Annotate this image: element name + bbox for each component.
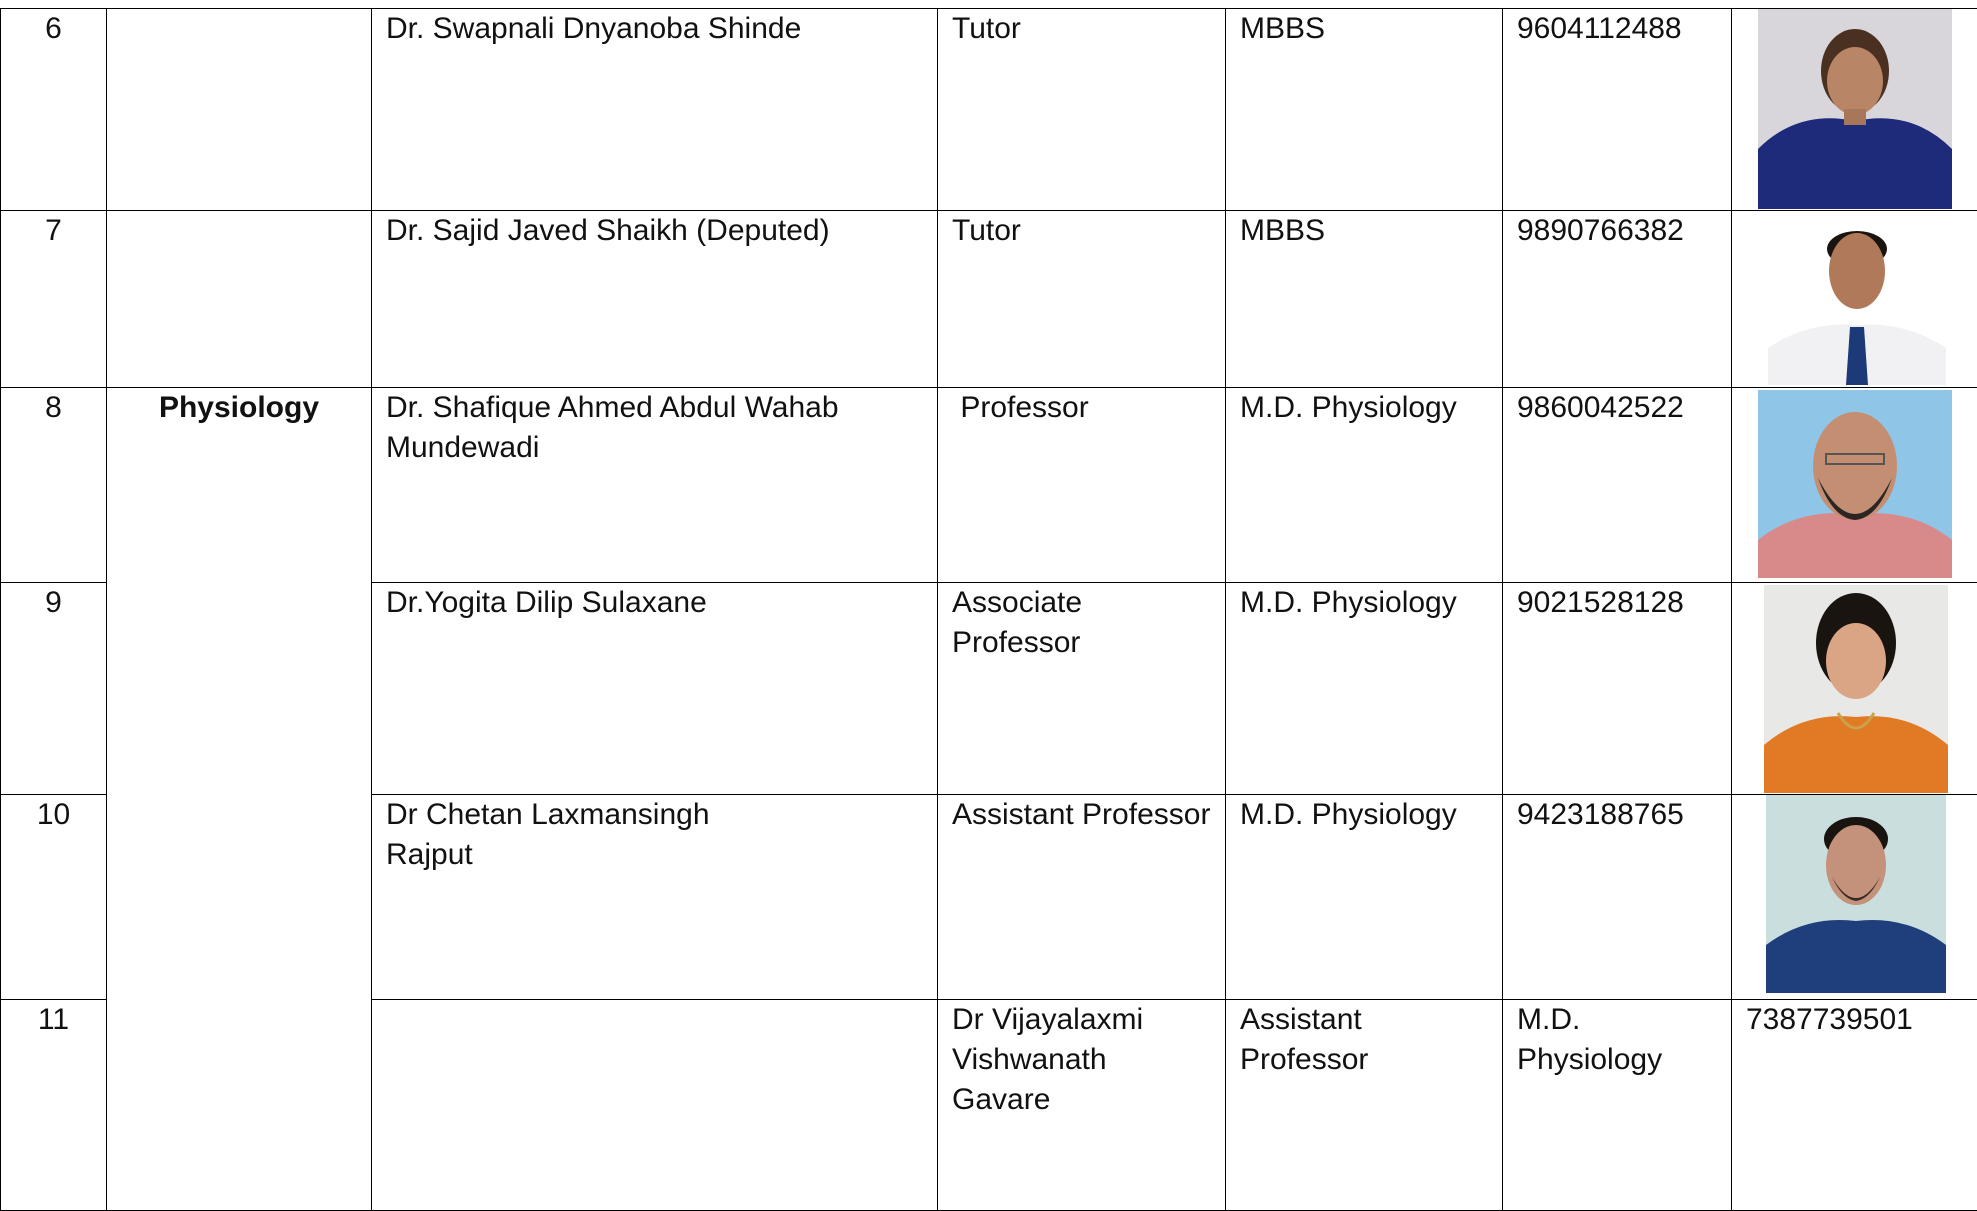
designation-cell (938, 795, 1226, 1000)
table-row (1, 9, 1977, 211)
photo-cell (1732, 211, 1977, 388)
qualification-cell (1226, 795, 1503, 1000)
table-row (1, 388, 1977, 583)
serial-number-cell (1, 9, 107, 211)
faculty-photo (1758, 9, 1952, 209)
qualification: M.D. Physiology (1226, 388, 1502, 428)
department-name: Physiology (159, 391, 319, 424)
qualification-cell (1503, 1000, 1732, 1211)
mobile-number: 9890766382 (1503, 211, 1731, 251)
qualification-cell (1226, 583, 1503, 795)
qualification: MBBS (1226, 9, 1502, 49)
designation: Associate Professor (938, 583, 1225, 663)
qualification-cell (1226, 388, 1503, 583)
qualification: MBBS (1226, 211, 1502, 251)
faculty-name: Dr.Yogita Dilip Sulaxane (372, 583, 937, 623)
department-cell (372, 1000, 938, 1211)
faculty-photo (1764, 585, 1948, 793)
serial-number: 11 (1, 1000, 106, 1040)
designation-cell (938, 583, 1226, 795)
faculty-name-line-2: Rajput (372, 835, 937, 875)
serial-number: 8 (1, 388, 106, 428)
mobile-cell (1503, 795, 1732, 1000)
department-cell-physiology (107, 388, 372, 1211)
department-cell (107, 9, 372, 211)
mobile-cell (1503, 211, 1732, 388)
mobile-number: 9021528128 (1503, 583, 1731, 623)
serial-number: 9 (1, 583, 106, 623)
mobile-cell (1732, 1000, 1977, 1211)
mobile-number: 7387739501 (1732, 1000, 1977, 1040)
name-cell (372, 9, 938, 211)
photo-cell (1732, 388, 1977, 583)
qualification-cell (1226, 9, 1503, 211)
serial-number: 7 (1, 211, 106, 251)
table-row (1, 211, 1977, 388)
photo-cell (1732, 795, 1977, 1000)
faculty-name: Dr. Sajid Javed Shaikh (Deputed) (372, 211, 937, 251)
designation: Professor (938, 388, 1225, 428)
qualification-cell (1226, 211, 1503, 388)
faculty-photo (1766, 795, 1946, 993)
faculty-name: Dr. Swapnali Dnyanoba Shinde (372, 9, 937, 49)
serial-number-cell (1, 388, 107, 583)
faculty-photo (1768, 213, 1946, 385)
faculty-photo (1758, 390, 1952, 578)
mobile-cell (1503, 9, 1732, 211)
mobile-cell (1503, 583, 1732, 795)
mobile-number: 9423188765 (1503, 795, 1731, 835)
qualification: M.D. Physiology (1226, 795, 1502, 835)
name-cell (938, 1000, 1226, 1211)
mobile-number: 9604112488 (1503, 9, 1731, 49)
designation: Assistant Professor (938, 795, 1225, 835)
designation: Tutor (938, 211, 1225, 251)
name-cell (372, 583, 938, 795)
mobile-cell (1503, 388, 1732, 583)
serial-number-cell (1, 795, 107, 1000)
designation-cell (938, 388, 1226, 583)
qualification: M.D. Physiology (1503, 1000, 1731, 1080)
serial-number-cell (1, 583, 107, 795)
name-cell (372, 211, 938, 388)
serial-number-cell (1, 1000, 107, 1211)
faculty-name: Dr. Shafique Ahmed Abdul Wahab Mundewadi (372, 388, 937, 468)
serial-number: 10 (1, 795, 106, 835)
designation: Assistant Professor (1226, 1000, 1502, 1080)
name-cell (372, 795, 938, 1000)
serial-number-cell (1, 211, 107, 388)
serial-number: 6 (1, 9, 106, 49)
faculty-name: Dr Vijayalaxmi Vishwanath Gavare (938, 1000, 1225, 1120)
name-cell (372, 388, 938, 583)
faculty-table (0, 8, 1977, 1211)
department-cell (107, 211, 372, 388)
photo-cell (1732, 9, 1977, 211)
designation-cell (938, 211, 1226, 388)
faculty-name-line-1: Dr Chetan Laxmansingh (372, 795, 937, 835)
designation-cell (938, 9, 1226, 211)
designation-cell (1226, 1000, 1503, 1211)
photo-cell (1732, 583, 1977, 795)
mobile-number: 9860042522 (1503, 388, 1731, 428)
qualification: M.D. Physiology (1226, 583, 1502, 623)
designation: Tutor (938, 9, 1225, 49)
